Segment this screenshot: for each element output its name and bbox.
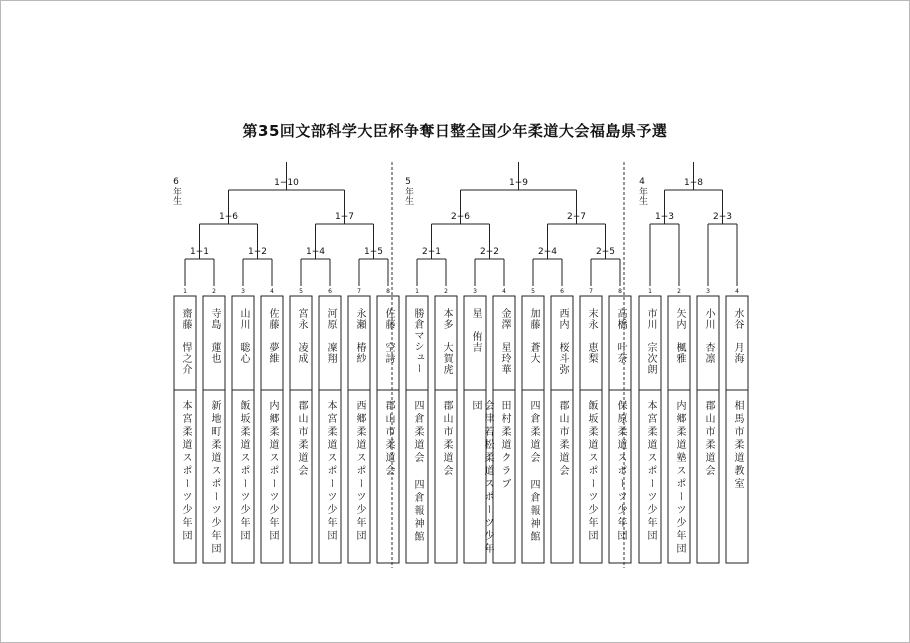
page-title: 第35回文部科学大臣杯争奪日整全国少年柔道大会福島県予選 xyxy=(242,122,668,140)
player-club: 新地町柔道スポーツ少年団 xyxy=(209,400,220,556)
player-club: 内郷柔道塾スポーツ少年団 xyxy=(674,400,685,556)
player-name: 加藤 蒼大 xyxy=(528,308,539,364)
player-name: 山川 聡心 xyxy=(238,308,249,364)
player-name: 矢内 楓雅 xyxy=(674,308,685,364)
player-club: 郡山市柔道会 xyxy=(557,400,568,478)
player-name: 本多 大賀虎 xyxy=(441,308,452,375)
player-seed: 4 xyxy=(735,288,739,295)
player-seed: 1 xyxy=(183,288,187,295)
player-seed: 7 xyxy=(589,288,593,295)
player-seed: 1 xyxy=(415,288,419,295)
player-seed: 5 xyxy=(299,288,303,295)
player-club: 本宮柔道スポーツ少年団 xyxy=(645,400,656,543)
player-seed: 3 xyxy=(473,288,477,295)
match-label-r2: 1−7 xyxy=(335,212,354,222)
player-name: 市川 宗次朗 xyxy=(645,308,656,375)
player-name: 寺島 蓮也 xyxy=(209,308,220,364)
player-club: 四倉柔道会 四倉報神館 xyxy=(412,400,423,544)
player-name: 勝倉マシュー xyxy=(412,308,423,374)
match-label-final: 1−9 xyxy=(509,178,528,188)
player-name: 末永 恵梨 xyxy=(586,308,597,364)
match-label-r1: 2−4 xyxy=(538,247,557,257)
match-label-final: 1−8 xyxy=(684,178,703,188)
player-club: 飯坂柔道スポーツ少年団 xyxy=(238,400,249,543)
player-club: 相馬市柔道教室 xyxy=(732,400,743,491)
player-club: 内郷柔道スポーツ少年団 xyxy=(267,400,278,543)
match-label-r1: 1−3 xyxy=(655,212,674,222)
player-name: 佐藤 空詩 xyxy=(383,308,394,364)
player-name: 水谷 月海 xyxy=(732,308,743,364)
player-club: 保原柔道スポーツ少年団 xyxy=(615,400,626,543)
player-seed: 2 xyxy=(444,288,448,295)
match-label-r1: 1−2 xyxy=(248,247,267,257)
match-label-r1: 2−1 xyxy=(422,247,441,257)
player-club: 飯坂柔道スポーツ少年団 xyxy=(586,400,597,543)
player-club: 郡山市柔道会 xyxy=(703,400,714,478)
player-name: 金澤 星玲華 xyxy=(499,308,510,375)
player-name: 宮永 凌成 xyxy=(296,308,307,364)
player-club: 田村柔道クラブ xyxy=(499,400,510,491)
match-label-r2: 2−6 xyxy=(451,212,470,222)
player-seed: 7 xyxy=(357,288,361,295)
grade-label-6: 6年生 xyxy=(171,177,181,205)
match-label-r1: 2−5 xyxy=(596,247,615,257)
player-seed: 2 xyxy=(212,288,216,295)
player-club: 本宮柔道スポーツ少年団 xyxy=(180,400,191,543)
match-label-r1: 1−1 xyxy=(190,247,209,257)
player-club: 四倉柔道会 四倉報神館 xyxy=(528,400,539,544)
player-club: 本宮柔道スポーツ少年団 xyxy=(325,400,336,543)
grade-label-5: 5年生 xyxy=(403,177,413,205)
player-name: 佐藤 夢維 xyxy=(267,308,278,364)
player-seed: 3 xyxy=(706,288,710,295)
match-label-final: 1−10 xyxy=(274,178,299,188)
match-label-r1: 1−4 xyxy=(306,247,325,257)
player-name: 河原 凜翔 xyxy=(325,308,336,364)
player-seed: 2 xyxy=(677,288,681,295)
player-seed: 4 xyxy=(502,288,506,295)
player-name: 永瀬 椿紗 xyxy=(354,308,365,364)
match-label-r2: 1−6 xyxy=(219,212,238,222)
player-club: 西郷柔道スポーツ少年団 xyxy=(354,400,365,543)
player-seed: 4 xyxy=(270,288,274,295)
player-seed: 6 xyxy=(328,288,332,295)
grade-label-4: 4年生 xyxy=(637,177,647,205)
player-club: 郡山市柔道会 xyxy=(441,400,452,478)
player-seed: 8 xyxy=(386,288,390,295)
player-name: 星 侑吉 xyxy=(470,308,481,353)
player-seed: 3 xyxy=(241,288,245,295)
player-club: 郡山市柔道会 xyxy=(296,400,307,478)
player-name: 小川 杏凛 xyxy=(703,308,714,364)
match-label-r2: 2−7 xyxy=(567,212,586,222)
player-seed: 5 xyxy=(531,288,535,295)
player-name: 齋藤 悍之介 xyxy=(180,308,191,375)
match-label-r1: 2−3 xyxy=(713,212,732,222)
match-label-r1: 1−5 xyxy=(364,247,383,257)
player-seed: 1 xyxy=(648,288,652,295)
player-club: 会津若松柔道スポーツ少年団 xyxy=(470,400,493,556)
player-seed: 8 xyxy=(618,288,622,295)
player-club: 郡山市柔道会 xyxy=(383,400,394,478)
player-name: 西内 桜斗弥 xyxy=(557,308,568,375)
player-name: 高橋 叶奈 xyxy=(615,308,626,364)
player-seed: 6 xyxy=(560,288,564,295)
match-label-r1: 2−2 xyxy=(480,247,499,257)
